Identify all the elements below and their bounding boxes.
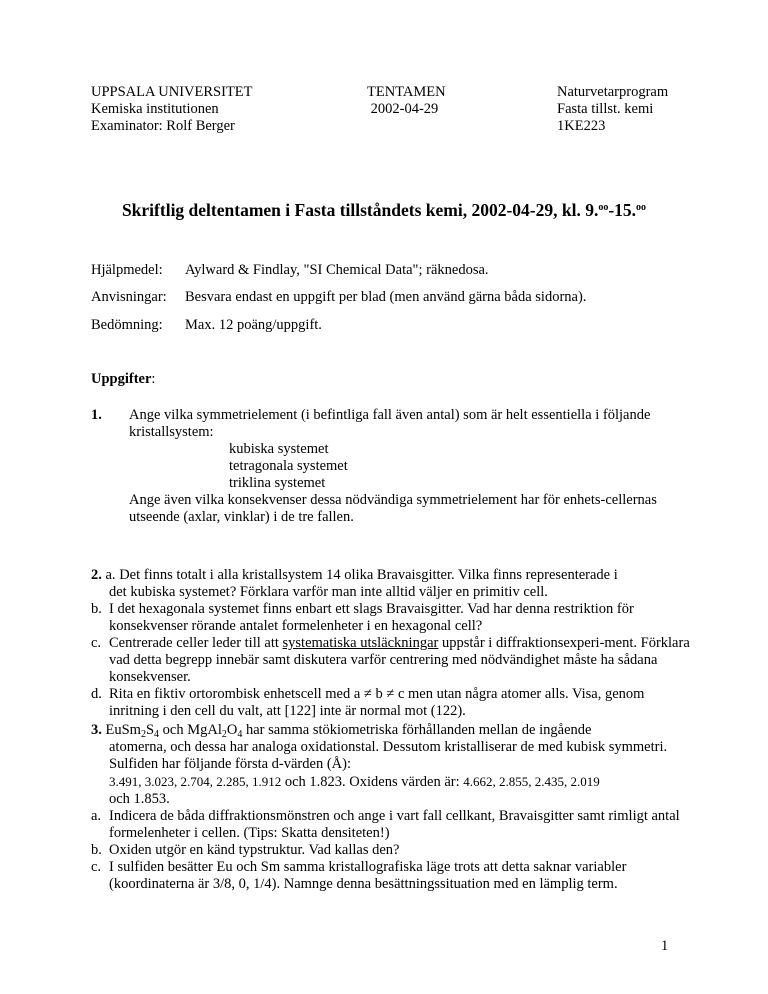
question-text: Ange vilka symmetrielement (i befintliga fall även antal) som är helt essentiella i följande kristallsystem: [129,407,651,440]
question-number: 1. [91,407,102,423]
meta-aids [91,262,489,279]
oxide-d-values: 4.662, 2.855, 2.435, 2.019 [463,774,600,789]
meta-key: Hjälpmedel: [91,262,163,278]
question-text-cont: atomerna, och dessa har analoga oxidationstal. Dessutom kristalliserar de med kubisk symmetri. Sulfiden har följande första d-värden (Å): [109,739,668,772]
title-text-mid: -15. [608,200,637,220]
formula-subscript: 4 [237,729,243,740]
meta-instructions [91,289,586,306]
page-title [0,202,768,219]
meta-value: Max. 12 poäng/uppgift. [185,317,322,333]
title-superscript-start: oo [598,202,609,213]
tasks-heading-colon: : [151,371,156,387]
subquestion-label: a. [105,567,116,583]
subquestion-text: Indicera de båda diffraktionsmönstren och ange i vart fall cellkant, Bravaisgitter samt rimligt antal formelenheter i cellen. (Tips: Skatta densiteten!) [109,808,680,841]
course-code: 1KE223 [557,118,606,134]
meta-key: Anvisningar: [91,289,167,305]
meta-grading [91,317,322,334]
examiner: Examinator: Rolf Berger [91,118,235,134]
question-followup: Ange även vilka konsekvenser dessa nödvändiga symmetrielement har för enhets-cellernas utseende (axlar, vinklar) i de tre fallen. [129,492,657,525]
subquestion-d [91,686,691,720]
subquestion-b [91,601,691,635]
subquestion-c [91,635,691,686]
formula-text: S [145,722,155,738]
subquestion-label: d. [91,686,102,702]
formula-subscript: 4 [154,729,160,740]
system-item: kubiska systemet [229,441,329,457]
meta-key: Bedömning: [91,317,163,333]
system-item: triklina systemet [229,475,326,491]
header-right [557,84,668,135]
question-number: 3. [91,722,102,738]
d-values-line [91,773,691,791]
formula-text: O [226,722,238,738]
program-name: Naturvetarprogram [557,84,669,100]
page-number: 1 [661,938,669,954]
subquestion-c [91,859,691,893]
subquestion-text: Det finns totalt i alla kristallsystem 14 olika Bravaisgitter. Vilka finns representerade i [119,567,618,583]
exam-label: TENTAMEN [367,84,446,100]
question-2 [91,567,691,720]
formula-subscript: 2 [140,729,146,740]
header-left [91,84,253,135]
subquestion-text: Centrerade celler leder till att [109,635,283,651]
question-number: 2. [91,567,102,583]
question-3 [91,722,691,893]
sulfide-d-values: 3.491, 3.023, 2.704, 2.285, 1.912 [109,774,282,789]
system-item: tetragonala systemet [229,458,348,474]
subquestion-label: b. [91,601,102,617]
d-values-connector: och 1.823. Oxidens värden är: [281,774,464,790]
subquestion-label: c. [91,859,102,875]
subquestion-label: c. [91,635,102,651]
title-text: Skriftlig deltentamen i Fasta tillståndets kemi, 2002-04-29, kl. 9. [121,200,599,220]
subquestion-label: a. [91,808,102,824]
subquestion-text: I det hexagonala systemet finns enbart ett slags Bravaisgitter. Vad har denna restriktion för konsekvenser rörande antalet formelenheter i en hexagonal cell? [109,601,634,634]
title-superscript-end: oo [636,202,647,213]
subquestion-text: Oxiden utgör en känd typstruktur. Vad kallas den? [109,842,400,858]
meta-value: Aylward & Findlay, "SI Chemical Data"; räknedosa. [185,262,489,278]
question-1 [91,407,691,526]
subquestion-b [91,842,691,859]
subquestion-text: Rita en fiktiv ortorombisk enhetscell med a ≠ b ≠ c men utan några atomer alls. Visa, genom inritning i den cell du valt, att [122] inte är normal mot (122). [109,686,645,719]
department-name: Kemiska institutionen [91,101,219,117]
question-text: har samma stökiometriska förhållanden mellan de ingående [242,722,592,738]
header-middle [367,84,446,118]
course-name: Fasta tillst. kemi [557,101,654,117]
subquestion-text: I sulfiden besätter Eu och Sm samma kristallografiska läge trots att detta saknar variabler (koordinaterna är 3/8, 0, 1/4). Namnge denna besättningssituation med en lämplig term. [109,859,627,892]
subquestion-label: b. [91,842,102,858]
subquestion-text: uppstår i diffraktionsexperi-ment. Förklara vad detta begrepp innebär samt diskutera varför centrering med nödvändighet måste ha sådana konsekvenser. [109,635,690,685]
meta-value: Besvara endast en uppgift per blad (men använd gärna båda sidorna). [185,289,587,305]
tasks-heading [91,371,155,388]
underlined-term: systematiska utsläckningar [282,635,439,651]
formula-text: EuSm [101,722,141,738]
tasks-heading-text: Uppgifter [91,371,152,387]
subquestion-text-cont: det kubiska systemet? Förklara varför man inte alltid väljer en primitiv cell. [109,584,548,600]
exam-date: 2002-04-29 [367,101,439,117]
university-name: UPPSALA UNIVERSITET [91,84,253,100]
subquestion-a [91,808,691,842]
formula-text: och MgAl [159,722,222,738]
formula-subscript: 2 [221,729,227,740]
d-values-end: och 1.853. [109,791,170,807]
